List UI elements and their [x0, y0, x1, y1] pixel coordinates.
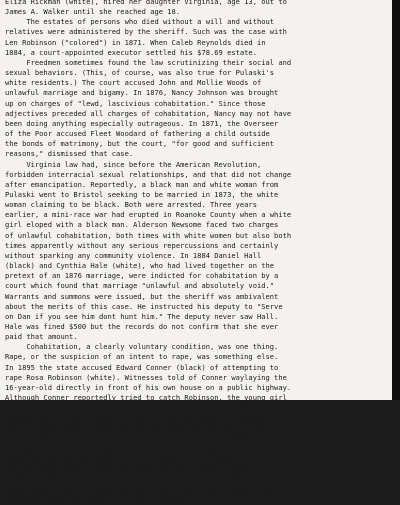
text-line: earlier, a mini-race war had erupted in Roanoke County when a white [5, 210, 292, 220]
text-line: managed to pick up a rock, to hold on to the bundle of laundry she [5, 413, 287, 423]
text-line: found guilty and sentenced to five years in the state [5, 454, 232, 464]
text-line: on Dan if you see him dont hunt him." The deputy never saw Hall. [5, 311, 279, 321]
text-line: white residents.) The court accused John and Mollie Woods of [5, 78, 262, 88]
text-line: was carrying, and to avoid any actual physical contact. After [5, 423, 266, 433]
scanner-edge [392, 0, 400, 400]
text-line: Pulaski went to Bristol seeking to be married in 1873, the white [5, 189, 279, 199]
text-line: been doing anything especially outrageous. In 1871, the Overseer [5, 118, 279, 128]
text-line: Although Conner reportedly tried to catch Robinson, the young girl [5, 393, 287, 403]
text-line: the bonds of matrimony, but the court, "for good and sufficient [5, 139, 275, 149]
text-line: adjectives preceded all charges of cohabitation, Nancy may not have [5, 108, 292, 118]
text-line: 1884, a court-appointed executor settled his $78.69 estate. [5, 47, 257, 57]
text-line: "succeeded in passing him and breaking away from him." She also [5, 403, 275, 413]
text-line: without sparking any community violence. In 1884 Daniel Hall [5, 250, 262, 260]
text-line: Rape, or the suspicion of an intent to rape, was something else. [5, 352, 279, 362]
text-line: unlawful marriage and bigamy. In 1876, Nancy Johnson was brought [5, 88, 279, 98]
text-line: relatives were administered by the sheriff. Such was the case with [5, 27, 287, 37]
text-line: Warrants and summons were issued, but the sheriff was ambivalent [5, 291, 279, 301]
text-line: Hale was fined $500 but the records do not confirm that she ever [5, 322, 279, 331]
text-line: comparison's sake it bears noting that a white man convicted of [5, 484, 275, 494]
text-line: Virginia law had, since before the American Revolution, [5, 159, 262, 169]
text-line: Len Robinson ("colored") in 1871. When Caleb Reynolds died in [5, 37, 266, 47]
text-line: The estates of persons who died without a will and without [5, 17, 275, 27]
text-line: In 1895 the state accused Edward Conner (black) of attempting to [5, 362, 279, 372]
text-line: Eliza Rickman (white), hired her daughter Virginia, age 13, out to [5, 0, 287, 6]
body-text [5, 0, 291, 505]
text-line: about the merits of this case. He instructed his deputy to "Serve [5, 301, 283, 311]
text-line: sexual behaviors. (This, of course, was also true for Pulaski's [5, 68, 275, 78]
text-line: attempted rape received a six-year sentence.) [5, 494, 198, 504]
text-line: after emancipation. Reportedly, a black man and white woman from [5, 179, 279, 189]
text-line: up on charges of "lewd, lascivious cohabitation." Since those [5, 98, 266, 108]
text-line: forbidden interracial sexual relationships, and that did not change [5, 169, 292, 179]
text-line: standards and the long sentence perhaps racially motivated, for [5, 474, 275, 484]
text-line: asking Robinson "aint you scared," Conner reportedly made no [5, 433, 262, 443]
text-line: court which found that marriage "unlawful and absolutely void." [5, 281, 275, 291]
text-line: penitentiary. (While this case may seem very weak by today's [5, 464, 262, 474]
text-line: woman claiming to be black. Both were arrested. Three years [5, 200, 257, 210]
text-line: girl eloped with a black man. Alderson Newsome faced two charges [5, 220, 279, 230]
text-line: reasons," dismissed that case. [5, 149, 134, 159]
text-line: of unlawful cohabitation, both times with white women but also both [5, 230, 292, 240]
text-line: rape Rosa Robinson (white). Witnesses told of Conner waylaying the [5, 372, 287, 382]
text-line: Cohabitation, a clearly voluntary condition, was one thing. [5, 342, 279, 352]
text-line: times apparently without any serious repercussions and certainly [5, 240, 279, 250]
text-line: pretext of an 1876 marriage, were indicted for cohabitation by a [5, 271, 279, 281]
text-line: paid that amount. [5, 332, 78, 342]
text-line: attempt to take advantage of the situation but was nevertheless [5, 443, 275, 453]
text-line: of the Poor accused Fleet Woodard of fathering a child outside [5, 129, 270, 139]
text-line: Freedmen sometimes found the law scrutinizing their social and [5, 57, 292, 67]
text-line: 16-year-old directly in front of his own house on a public highway. [5, 382, 292, 392]
text-line: (black) and Cynthia Hale (white), who had lived together on the [5, 261, 275, 271]
text-line: James A. Walker until she reached age 18. [5, 7, 181, 17]
